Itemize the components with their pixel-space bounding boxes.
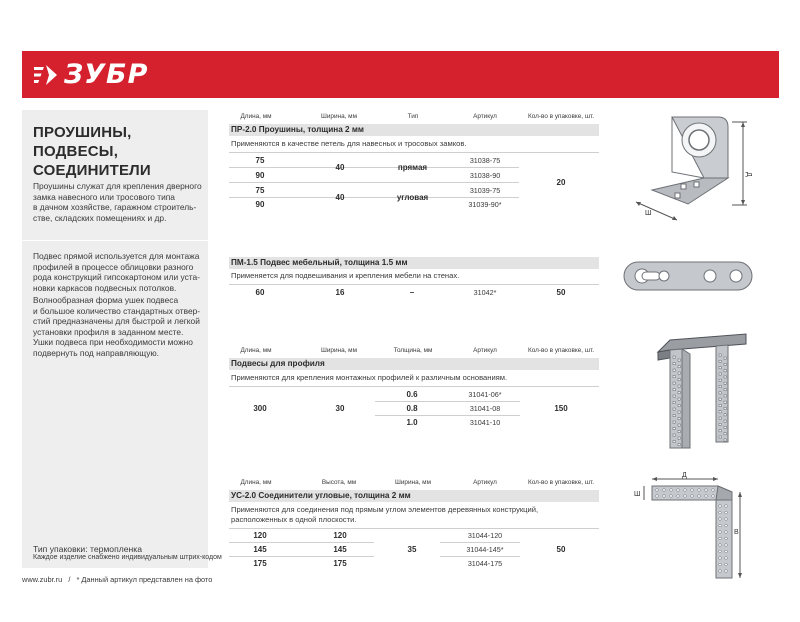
row-divider — [229, 386, 599, 387]
col-header-qty: Кол-во в упаковке, шт. — [528, 479, 594, 486]
cell-length: 60 — [255, 288, 265, 297]
cell-width: 16 — [335, 288, 345, 297]
footnote: * Данный артикул представлен на фото — [76, 575, 213, 584]
row-divider — [229, 197, 519, 198]
cell-article: 31039-90* — [468, 200, 502, 209]
dim-label-d: Д — [745, 172, 752, 177]
col-header-length: Длина, мм — [240, 347, 272, 354]
cell-length: 175 — [253, 559, 267, 568]
dim-label-w: Ш — [645, 210, 652, 217]
cell-height: 145 — [333, 545, 347, 554]
eye-bracket-image — [632, 112, 780, 224]
cell-width: 40 — [335, 163, 345, 172]
sidebar-paragraph-2: Подвес прямой используется для монтажа профилей в процессе облицовки разного рода конструкций гипсокартоном или уста- новки каркасов подвесных потолков. — [33, 251, 200, 293]
packaging-type: Тип упаковки: термопленка — [33, 544, 142, 554]
row-divider — [229, 556, 374, 557]
cell-article: 31044-175 — [467, 559, 503, 568]
cell-length: 90 — [255, 171, 265, 180]
cell-article: 31038-75 — [469, 156, 501, 165]
section-desc-pr20: Применяются в качестве петель для навесных и тросовых замков. — [231, 139, 467, 148]
barcode-note: Каждое изделие снабжено индивидуальным штрих-кодом — [33, 554, 222, 561]
row-divider — [229, 152, 599, 153]
section-title-pp: Подвесы для профиля — [231, 359, 325, 368]
col-header-qty: Кол-во в упаковке, шт. — [528, 113, 594, 120]
cell-article: 31041-10 — [469, 418, 501, 427]
cell-qty: 50 — [556, 545, 566, 554]
col-header-length: Длина, мм — [240, 113, 272, 120]
cell-qty: 20 — [556, 178, 566, 187]
cell-type: – — [409, 288, 415, 297]
cell-thickness: 0.8 — [406, 404, 418, 413]
section-desc-pm15: Применяется для подвешивания и крепления мебели на стенах. — [231, 271, 460, 280]
cell-article: 31041-08 — [469, 404, 501, 413]
row-divider — [375, 415, 520, 416]
col-header-article: Артикул — [473, 479, 497, 486]
sidebar-paragraph-3: Волнообразная форма ушек подвеса и большое количество стандартных отвер- стий предназначены для быстрой и легкой установки профиля в заданном месте. Ушки подвеса при необходимости можно подвернуть под направляющую. — [33, 295, 201, 358]
cell-thickness: 0.6 — [406, 390, 418, 399]
row-divider — [229, 528, 599, 529]
col-header-height: Высота, мм — [321, 479, 357, 486]
cell-thickness: 1.0 — [406, 418, 418, 427]
row-divider — [229, 167, 519, 168]
col-header-width: Ширина, мм — [321, 347, 357, 354]
cell-length: 90 — [255, 200, 265, 209]
section-title-pm15: ПМ-1.5 Подвес мебельный, толщина 1.5 мм — [231, 258, 408, 267]
col-header-article: Артикул — [473, 347, 497, 354]
row-divider — [229, 182, 519, 183]
cell-height: 120 — [333, 531, 347, 540]
cell-article: 31038-90 — [469, 171, 501, 180]
cell-article: 31042* — [473, 288, 497, 297]
profile-hanger-image — [650, 330, 752, 452]
col-header-type: Тип — [407, 113, 419, 120]
section-title-pr20: ПР-2.0 Проушины, толщина 2 мм — [231, 125, 364, 134]
dim-label-w: Ш — [634, 491, 641, 498]
corner-connector-image — [632, 470, 760, 582]
cell-height: 175 — [333, 559, 347, 568]
row-divider — [440, 556, 520, 557]
cell-length: 75 — [255, 186, 265, 195]
col-header-article: Артикул — [473, 113, 497, 120]
cell-qty: 150 — [554, 404, 568, 413]
brand-logo[interactable] — [34, 59, 149, 90]
cell-type: угловая — [396, 193, 429, 202]
furniture-hanger-image — [622, 259, 754, 293]
col-header-thickness: Толщина, мм — [393, 347, 433, 354]
dim-label-h: В — [734, 529, 739, 536]
row-divider — [229, 542, 374, 543]
footer — [22, 575, 216, 584]
row-divider — [229, 284, 599, 285]
cell-width: 40 — [335, 193, 345, 202]
cell-qty: 50 — [556, 288, 566, 297]
col-header-qty: Кол-во в упаковке, шт. — [528, 347, 594, 354]
cell-article: 31041-06* — [468, 390, 502, 399]
col-header-length: Длина, мм — [240, 479, 272, 486]
cell-width: 30 — [335, 404, 345, 413]
cell-article: 31039-75 — [469, 186, 501, 195]
cell-width: 35 — [407, 545, 417, 554]
cell-length: 145 — [253, 545, 267, 554]
cell-length: 75 — [255, 156, 265, 165]
dim-label-d: Д — [682, 472, 687, 479]
col-header-width: Ширина, мм — [395, 479, 431, 486]
page-title: ПРОУШИНЫ, ПОДВЕСЫ, СОЕДИНИТЕЛИ — [33, 124, 151, 179]
cell-article: 31044-145* — [466, 545, 504, 554]
cell-article: 31044-120 — [467, 531, 503, 540]
section-desc-us20: Применяются для соединения под прямым углом элементов деревянных конструкций, расположенных в одной плоскости. — [231, 505, 539, 524]
row-divider — [375, 401, 520, 402]
sidebar-divider — [22, 240, 208, 241]
section-desc-pp: Применяются для крепления монтажных профилей к различным основаниям. — [231, 373, 508, 382]
cell-length: 300 — [253, 404, 267, 413]
zubr-logo-icon — [34, 64, 58, 86]
footer-separator: / — [68, 575, 71, 584]
cell-length: 120 — [253, 531, 267, 540]
brand-name: ЗУБР — [64, 59, 149, 90]
sidebar-paragraph-1: Проушины служат для крепления дверного замка навесного или тросового типа в дачном хозяйстве, гаражном строитель- стве, складских помещениях и др. — [33, 181, 202, 223]
row-divider — [440, 542, 520, 543]
site-link[interactable]: www.zubr.ru — [22, 575, 63, 584]
col-header-width: Ширина, мм — [321, 113, 357, 120]
section-title-us20: УС-2.0 Соединители угловые, толщина 2 мм — [231, 491, 411, 500]
cell-type: прямая — [397, 163, 428, 172]
